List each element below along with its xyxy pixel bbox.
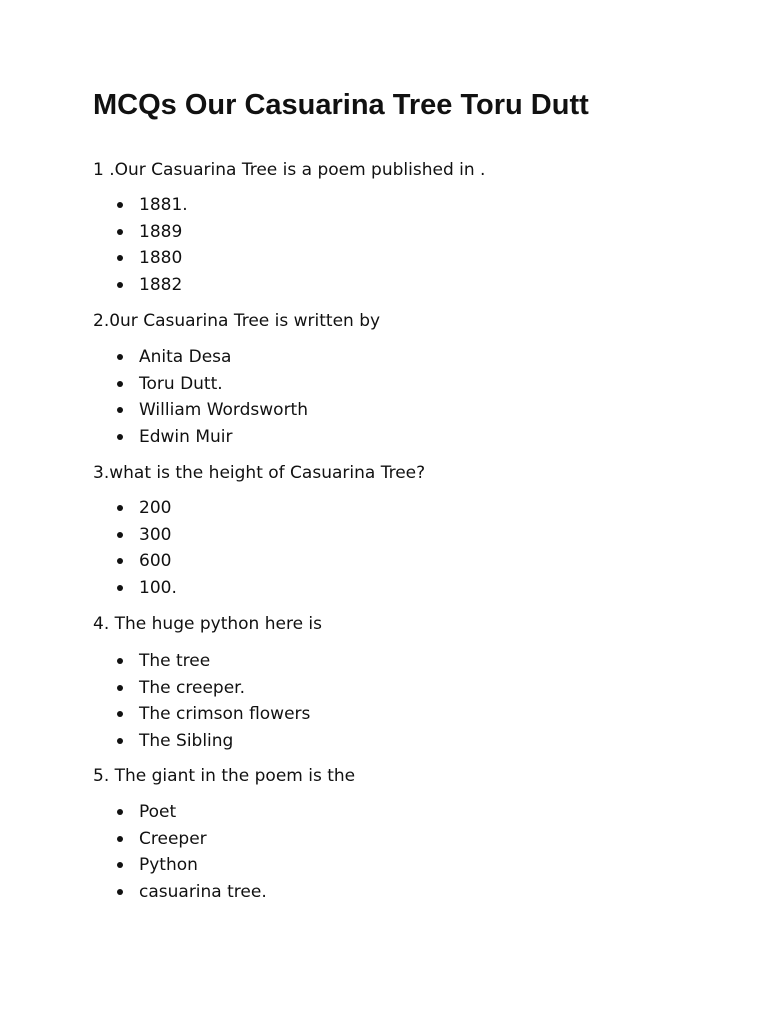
option-text: The Sibling — [139, 731, 234, 752]
bullet-icon — [117, 558, 123, 564]
option-text: The tree — [139, 651, 211, 671]
option-text: 100. — [139, 578, 177, 599]
bullet-icon — [117, 505, 123, 511]
question-4: 4. The huge python here is — [93, 614, 323, 634]
option-text: 300 — [139, 524, 172, 545]
option-text: 1881. — [139, 195, 188, 215]
bullet-icon — [117, 658, 123, 664]
bullet-icon — [117, 354, 123, 360]
option-text: 200 — [139, 498, 172, 518]
bullet-icon — [117, 532, 123, 538]
bullet-icon — [117, 381, 123, 387]
bullet-icon — [117, 282, 123, 288]
option-text: The creeper. — [139, 677, 245, 698]
question-2: 2.0ur Casuarina Tree is written by — [93, 311, 381, 331]
bullet-icon — [117, 434, 123, 440]
question-1: 1 .Our Casuarina Tree is a poem published in . — [93, 160, 486, 180]
option-text: Anita Desa — [139, 347, 232, 367]
bullet-icon — [117, 229, 123, 235]
option-text: 1889 — [139, 221, 183, 242]
question-3: 3.what is the height of Casuarina Tree? — [93, 463, 426, 483]
option-text: The crimson flowers — [139, 704, 311, 725]
bullet-icon — [117, 862, 123, 868]
question-5: 5. The giant in the poem is the — [93, 766, 356, 786]
bullet-icon — [117, 809, 123, 815]
option-text: Edwin Muir — [139, 427, 233, 448]
bullet-icon — [117, 202, 123, 208]
option-text: casuarina tree. — [139, 882, 267, 903]
bullet-icon — [117, 407, 123, 413]
bullet-icon — [117, 889, 123, 895]
option-text: 600 — [139, 551, 172, 572]
option-text: 1882 — [139, 275, 183, 296]
option-text: Python — [139, 855, 198, 876]
bullet-icon — [117, 255, 123, 261]
option-text: Creeper — [139, 828, 207, 849]
option-text: Poet — [139, 802, 177, 822]
bullet-icon — [117, 836, 123, 842]
page-title: MCQs Our Casuarina Tree Toru Dutt — [93, 89, 589, 121]
bullet-icon — [117, 585, 123, 591]
bullet-icon — [117, 738, 123, 744]
option-text: Toru Dutt. — [139, 373, 223, 394]
option-text: 1880 — [139, 248, 183, 269]
bullet-icon — [117, 685, 123, 691]
option-text: William Wordsworth — [139, 400, 308, 421]
bullet-icon — [117, 711, 123, 717]
